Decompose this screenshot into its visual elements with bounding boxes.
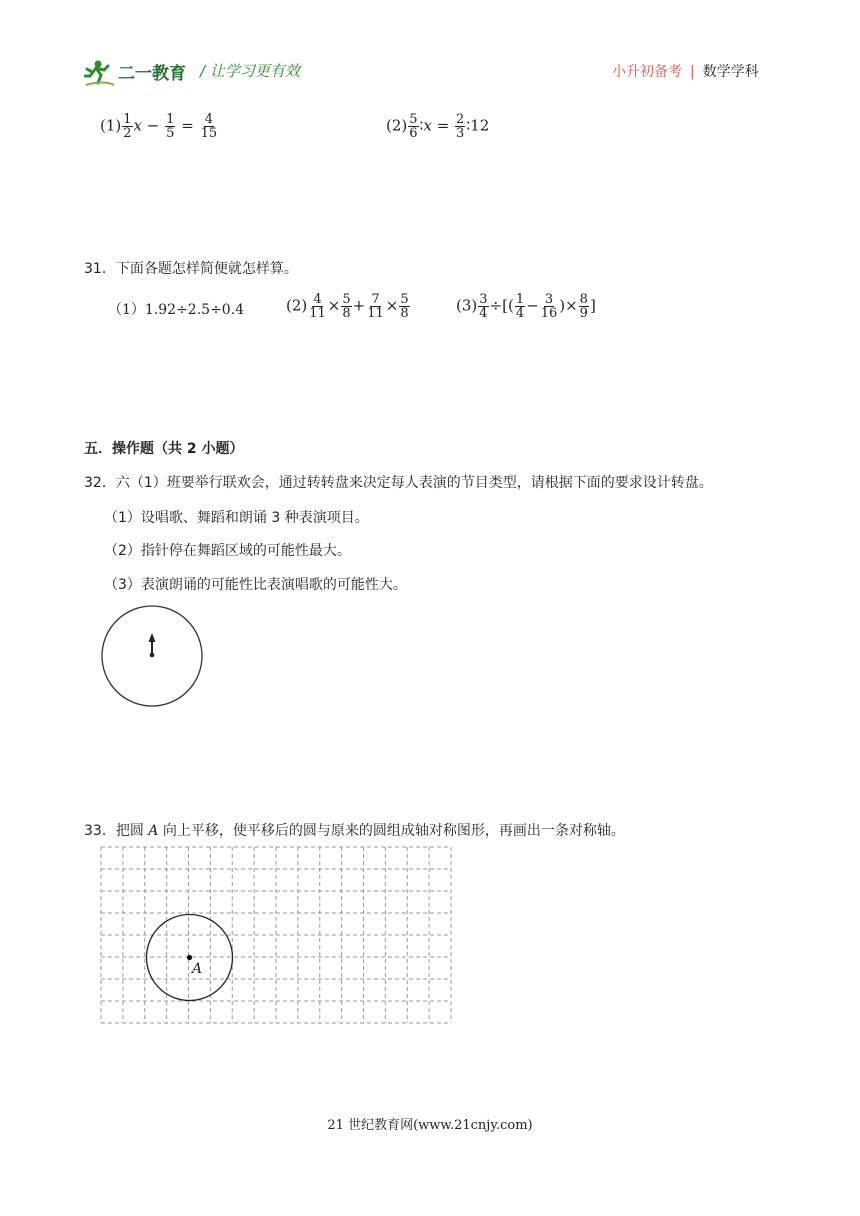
spinner-diagram — [100, 604, 204, 708]
q30-part1: (1) $\frac{1}{2}$ x − $\frac{1}{5}$ = $\frac{4}{15}$ — [100, 112, 218, 141]
q31-part2: (2) $\frac{4}{11}$ × $\frac{5}{8}$ + $\frac{7}{11}$ × $\frac{5}{8}$ — [286, 292, 409, 321]
header-separator: | — [690, 64, 695, 80]
grid-diagram — [100, 846, 452, 1024]
header-right — [612, 61, 759, 81]
section-title: 五．操作题（共 2 小题） — [84, 441, 244, 457]
q33-title: 33．把圆 A 向上平移，使平移后的圆与原来的圆组成轴对称图形，再画出一条对称轴。 — [84, 823, 625, 839]
runner-icon — [85, 61, 114, 86]
q32-requirement-2: （2）指针停在舞蹈区域的可能性最大。 — [104, 543, 351, 559]
q30-part2: (2) $\frac{5}{6}$ ∶x = $\frac{2}{3}$ ∶12 — [386, 112, 490, 141]
point-label-a: A — [192, 961, 203, 977]
svg-text:二一教育: 二一教育 — [118, 64, 186, 84]
header-slogan: / 让学习更有效 — [200, 62, 300, 80]
q32-title: 32．六（1）班要举行联欢会，通过转转盘来决定每人表演的节目类型，请根据下面的要求设计转盘。 — [84, 475, 713, 491]
brand-logo — [84, 58, 188, 88]
header-category: 小升初备考 — [612, 64, 682, 80]
header-subject: 数学学科 — [702, 64, 759, 80]
q32-requirement-1: （1）设唱歌、舞蹈和朗诵 3 种表演项目。 — [104, 510, 369, 526]
q31-title: 31．下面各题怎样简便就怎样算。 — [84, 261, 298, 277]
q31-part1: （1）1.92÷2.5÷0.4 — [108, 302, 245, 318]
pointer-arrow-icon — [149, 633, 156, 657]
q31-part3: (3) $\frac{3}{4}$ ÷[( $\frac{1}{4}$ − $\frac{3}{16}$ )× $\frac{8}{9}$ ] — [456, 292, 596, 321]
page-footer: 21 世纪教育网(www.21cnjy.com) — [327, 1118, 533, 1133]
center-point-a — [187, 955, 192, 960]
q32-requirement-3: （3）表演朗诵的可能性比表演唱歌的可能性大。 — [104, 577, 407, 593]
